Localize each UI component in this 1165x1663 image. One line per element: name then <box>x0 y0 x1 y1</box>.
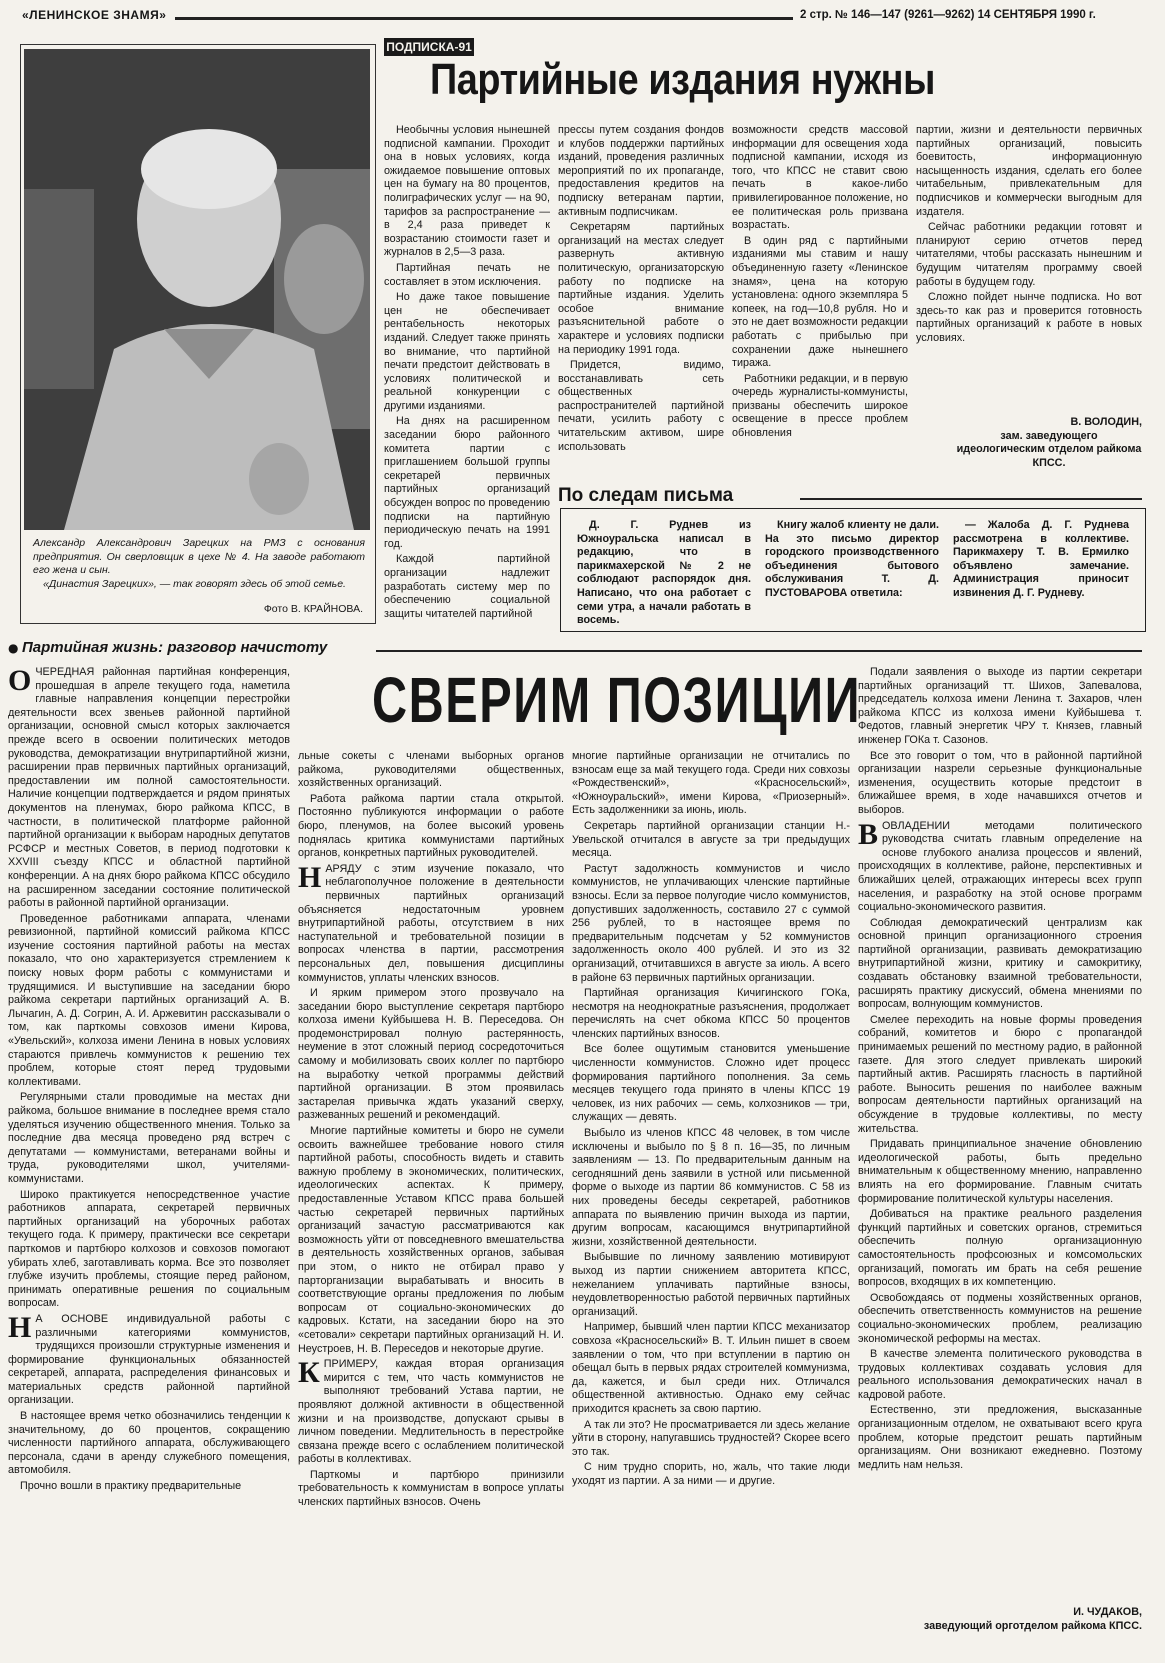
issue-info: 2 стр. № 146—147 (9261—9262) 14 СЕНТЯБРЯ 1990 г. <box>800 9 1096 21</box>
signature-name: В. ВОЛОДИН, <box>1070 416 1142 428</box>
photo-caption <box>33 537 365 591</box>
masthead-rule <box>175 17 793 20</box>
article2-signature <box>858 1606 1142 1633</box>
paragraph: Сейчас работники редакции готовят и планируют серию отчетов перед читателями, чтобы рассказать нынешним и будущим читателям программу своей работы в будущем году. <box>916 221 1142 288</box>
paragraph: На днях на расширенном заседании бюро районного комитета партии с приглашением большой группы секретарей первичных партийных организаций обсужден вопрос по проведению подписки на партийную периодическую печать на 1991 год. <box>384 415 550 550</box>
paragraph-text: ПРИМЕРУ, каждая вторая организация мирится с тем, что часть коммунистов не выполняют требований Устава партии, не проявляют должной активности в общественной жизни и на производстве, допускают срывы в личном поведении. Медлительность в перестройке связана прежде всего с ослаблением политической работы в коллективах. <box>298 1358 564 1466</box>
article-column-2 <box>558 124 724 454</box>
photo-block <box>20 44 376 624</box>
paragraph: Соблюдая демократический централизм как основной принцип организационного строения партийной организации, развивать демократизацию внутрипартийной жизни, критику и самокритику, создавать обстановку взаимной требовательности, расширять практику дискуссий, обмена мнениями по вопросам, волнующим коммунистов. <box>858 916 1142 1011</box>
letter-box-column-2: Книгу жалоб клиенту не дали. На это письмо директор городского производственного объединения бытового обслуживания Т. Д. ПУСТОВАРОВА ответила: <box>765 519 939 599</box>
paragraph: Партийная печать не составляет в этом исключения. <box>384 261 550 288</box>
paragraph: Выбыло из членов КПСС 48 человек, в том числе исключены и выбыло по § 8 п. 16—35, по личным заявлениям — 13. По предварительным данным на сегодняшний день заявили в устной или письменной форме о выходе из партии 86 коммунистов. С 58 из них проведены беседы секретарей, работников аппарата по выявлению причин выхода из партии, другим вопросам, касающимся внутрипартийной жизни, хозяйственной деятельности. <box>572 1127 850 1248</box>
paragraph-text: А ОСНОВЕ индивидуальной работы с различными категориями коммунистов, трудящихся произошли структурные изменения и формирование функциональных обязанностей секретарей, аппарата, распределения финансовых и материальных средств районной партийной организации. <box>8 1312 290 1407</box>
paragraph: Парткомы и партбюро принизили требовательность к коммунистам в вопросе уплаты членских партийных взносов. Очень <box>298 1468 564 1509</box>
letter-box-column-3: — Жалоба Д. Г. Руднева рассмотрена в коллективе. Парикмахеру Т. В. Ермилко объявлено замечание. Администрация приносит извинения Д. Г. Рудневу. <box>953 519 1129 599</box>
signature-name: И. ЧУДАКОВ, <box>1073 1606 1142 1618</box>
paragraph <box>298 860 564 985</box>
article2-title: СВЕРИМ ПОЗИЦИИ <box>372 664 862 736</box>
paragraph: Каждой партийной организации надлежит разработать систему мер по обеспечению социальной защиты читателей партийной <box>384 553 550 620</box>
paragraph: И ярким примером этого прозвучало на заседании бюро выступление секретаря партбюро колхоза имени Куйбышева Н. В. Переседова. Он продемонстрировал полную растерянность, неумение в этот сложный период сосредоточиться самому и мобилизовать своих коллег по партбюро на выработку четкой программы действий партийной организации. В этом проявилась застарелая привычка ждать указаний сверху, разжеванных решений и рекомендаций. <box>298 987 564 1122</box>
article-column-3 <box>732 124 908 454</box>
paragraph: Подали заявления о выходе из партии секретари партийных организаций тт. Шихов, Запевалова, председатель колхоза имени Ленина т. Захаров, член райкома КПСС из колхоза имени Куйбышева т. Федотов, главный энергетик ЧРУ т. Князев, главный инженер ГОКа т. Сазонов. <box>858 666 1142 746</box>
article2-column-2 <box>298 750 564 1656</box>
paragraph: возможности средств массовой информации для освещения хода подписной кампании, исходя из того, что КПСС не ставит свою печать в какое-либо привилегированное положение, но ее политическая роль призвана возрастать. <box>732 124 908 232</box>
rubric-text: Партийная жизнь: разговор начистоту <box>22 639 328 656</box>
letter-box-column-1: Д. Г. Руднев из Южноуральска написал в редакцию, что в парикмахерской № 2 не соблюдают распорядок дня. Написано, что она работает с семи утра, а начали работать в восемь. <box>577 519 751 627</box>
paragraph: Секретарь партийной организации станции Н.- Увельской отчитался в августе за три предыдущих месяца. <box>572 819 850 860</box>
paragraph <box>8 1310 290 1408</box>
paragraph: Необычны условия нынешней подписной кампании. Проходит она в новых условиях, когда ожидаемое повышение оптовых цен на бумагу на 80 процентов, полиграфических услуг — на 90, тарифов за распространение — в 2,4 раза приведет к возрастанию стоимости газет и журналов в 2,5—3 раза. <box>384 124 550 259</box>
paragraph <box>858 817 1142 915</box>
paragraph: Проведенное работниками аппарата, членами ревизионной, партийной комиссий райкома КПСС изучение состояния партийной работы на местах показало, что оно характеризуется стремлением к поиску новых форм работы с коммунистами и трудящимися. И выступившие на заседании бюро райкома секретари партийных организаций А. В. Лычагин, А. Д. Согрин, А. И. Аржевитин рассказывали о том, как парткомы совхозов имени Кирова, «Увельский», колхоза имени Ленина в новых условиях стараются привлечь коммунистов к решению тех проблем, которые стоят перед трудовыми коллективами. <box>8 912 290 1088</box>
paragraph: Выбывшие по личному заявлению мотивируют выход из партии снижением авторитета КПСС, нежеланием уплачивать партийные взносы, неудовлетворенностью работой первичных партийных организаций. <box>572 1251 850 1318</box>
masthead <box>0 0 1165 40</box>
article-column-1 <box>384 124 550 620</box>
paragraph: Сложно пойдет нынче подписка. Но вот здесь-то как раз и проверится готовность партийных организаций к работе в новых условиях. <box>916 291 1142 344</box>
drop-cap: Н <box>8 1310 32 1344</box>
paper-name: «ЛЕНИНСКОЕ ЗНАМЯ» <box>22 8 167 22</box>
paragraph: Придется, видимо, восстанавливать сеть общественных распространителей партийной печати, усилить работу с читательским активом, шире использовать <box>558 359 724 453</box>
paragraph: Многие партийные комитеты и бюро не сумели освоить важнейшее требование нового стиля партийной работы, способность видеть и ставить важную проблему в экономических, политических, идеологических аспектах. К примеру, предоставленные Уставом КПСС права большей частью секретарей первичных партийных организаций зачастую рассматриваются как возможность уйти от повседневного вмешательства в деятельность хозяйственных органов, забывая при этом, о никто не отбирал право у парторганизации вырабатывать и вносить в соответствующие органы предложения по любым вопросам от социально-экономических до кадровых. Кстати, на заседании бюро на это «сетовали» секретари партийных организаций Н. И. Неустроев, Н. В. Переседов и некоторые другие. <box>298 1125 564 1355</box>
paragraph-text: ЧЕРЕДНАЯ районная партийная конференция, прошедшая в апреле текущего года, наметила главные направления концепции перестройки деятельности всех звеньев районной партийной организации, основной смысл которых заключается прежде всего в освоении политических методов руководства, демократизации внутрипартийной жизни, расширении прав первичных партийных организаций, предоставлении им полной самостоятельности. Наличие концепции подтверждается и рядом принятых документов на пленумах, бюро райкома КПСС, в частности, в политической платформе районной партийной организации к выборам народных депутатов РСФСР и местных Советов, в период подготовки к XXVIII съезду КПСС и областной партийной конференции. А на днях бюро райкома КПСС обсудило на расширенном заседании состояние политической работы в районной партийной организации. <box>8 666 290 910</box>
rubric-line <box>8 638 1142 660</box>
photo-credit: Фото В. КРАЙНОВА. <box>263 603 363 615</box>
paragraph: Освобождаясь от подмены хозяйственных органов, обеспечить ответственность коммунистов на решение социально-экономических проблем, реализацию экономической реформы на местах. <box>858 1291 1142 1345</box>
paragraph: А так ли это? Не просматривается ли здесь желание уйти в сторону, напугавшись трудностей? Скорее всего это так. <box>572 1418 850 1458</box>
letter-box-heading-rule <box>800 498 1142 500</box>
paragraph: прессы путем создания фондов и клубов поддержки партийных изданий, проведения различных мероприятий по их пропаганде, предоставления кредитов на подписку ветеранам партии, активным подписчикам. <box>558 124 724 218</box>
paragraph: В один ряд с партийными изданиями мы ставим и нашу объединенную газету «Ленинское знамя», цена на которую установлена: одного экземпляра 5 копеек, на год—10,8 рубля. Но и это не дает возможности редакции работать с прибылью при сохранении даже нынешнего тиража. <box>732 234 908 370</box>
paragraph-text: ОВЛАДЕНИИ методами политического руководства считать главным определение на основе глубокого анализа процессов и явлений, происходящих в коллективе, районе, перспективных и ближайших целей, отражающих интересы всех групп населения, и разработку на этой основе программ социально-экономического развития. <box>858 819 1142 914</box>
signature-title: заведующий орготделом райкома КПСС. <box>923 1619 1142 1632</box>
drop-cap: О <box>8 666 32 697</box>
article2-column-4 <box>858 666 1142 1600</box>
paragraph: Широко практикуется непосредственное участие работников аппарата, секретарей первичных партийных организаций на уборочных работах текущего года. К примеру, практически все секретари парткомов и партбюро колхозов и совхозов помогают убирать хлеб, заготавливать корма. Все это позволяет глубже изучить проблемы, стоящие перед районом, принимать оперативные решения по социальным вопросам. <box>8 1188 290 1310</box>
article-title: Партийные издания нужны <box>430 55 935 104</box>
paragraph: Смелее переходить на новые формы проведения собраний, комитетов и бюро с пропагандой принимаемых решений по местному радио, в районной газете. Для этого следует привлекать широкий партийный актив. Расширять гласность в партийной работе. Выносить решения по наиболее важным вопросам деятельности партийных организаций на обсуждение в трудовые коллективы, по месту жительства. <box>858 1013 1142 1135</box>
paragraph: В настоящее время четко обозначились тенденции к значительному, до 60 процентов, сокращению численности партийного аппарата, обслуживающего персонала, сдачи в аренду служебного помещения, автомобиля. <box>8 1410 290 1477</box>
paragraph: Например, бывший член партии КПСС механизатор совхоза «Красносельский» В. Т. Ильин пишет в своем заявлении о том, что при вступлении в партию он обещал быть в первых рядах строителей коммунизма, да, кажется, и был среди них. Отличался общественной активностью. Однако ему сейчас приходится краснеть за свою партию. <box>572 1321 850 1415</box>
photo-image <box>24 49 370 530</box>
paragraph: Придавать принципиальное значение обновлению идеологической работы, быть предельно внимательным к общественному мнению, направленно влиять на его формирование. Главным считать формирование политической культуры населения. <box>858 1138 1142 1205</box>
letter-box <box>560 508 1146 632</box>
paragraph: Все это говорит о том, что в районной партийной организации назрели серьезные функциональные изменения, осуществить которые предстоит в ближайшее время, в ходе начавшихся отчетов и выборов. <box>858 749 1142 816</box>
photo-caption-text-2: «Династия Зарецких», — так говорят здесь об этой семье. <box>43 577 346 590</box>
paragraph <box>8 666 290 911</box>
article2-column-3 <box>572 750 850 1656</box>
paragraph: Работники редакции, и в первую очередь журналисты-коммунисты, призваны обеспечить широкое освещение в прессе проблем обновления <box>732 372 908 440</box>
paragraph: С ним трудно спорить, но, жаль, что такие люди уходят из партии. А за ними — и другие. <box>572 1461 850 1487</box>
article-signature <box>916 416 1142 470</box>
paragraph: Регулярными стали проводимые на местах дни райкома, большое внимание в последнее время стало уделяться изучению общественного мнения. Только за последние два месяца проведено ряд встреч с депутатами — коммунистами, ветеранами войны и труда, руководителями школ, учителями-коммунистами. <box>8 1091 290 1185</box>
photo-caption-text: Александр Александрович Зарецких на РМЗ с основания предприятия. Он сверловщик в цехе № 4. На заводе работают его жена и сын. <box>33 537 365 576</box>
paragraph <box>298 1358 564 1467</box>
paragraph: Естественно, эти предложения, высказанные организационным отделом, не охватывают всего круга проблем, которые предстоит решать партийным организациям. Они возникают ежедневно. Поэтому медлить нам нельзя. <box>858 1404 1142 1471</box>
rubric-rule <box>376 650 1142 652</box>
signature-title: зам. заведующего идеологическим отделом райкома КПСС. <box>956 429 1142 469</box>
paragraph: партии, жизни и деятельности первичных партийных организаций, повысить боевитость, информационную насыщенность издания, сделать его более читабельным, привлекательным для подписчиков и коммерчески выгодным для издателя. <box>916 124 1142 218</box>
rubric-badge: ПОДПИСКА-91 <box>384 38 474 56</box>
paragraph: Добиваться на практике реального разделения функций партийных и советских органов, стремиться обеспечить полную организационную самостоятельность профсоюзных и комсомольских организаций, помогать им брать на себя решение вопросов, входящих в их компетенцию. <box>858 1208 1142 1289</box>
worker-portrait-image <box>24 49 370 530</box>
paragraph: Секретарям партийных организаций на местах следует развернуть активную политическую, организаторскую работу по подписке на партийные издания. Уделить особое внимание разъяснительной работе о характере и условиях подписки на периодику 1991 года. <box>558 221 724 356</box>
drop-cap: В <box>858 817 879 851</box>
paragraph: Все более ощутимым становится уменьшение численности коммунистов. Сложно идет процесс формирования партийного пополнения. За семь месяцев текущего года принято в члены КПСС 19 человек, из них рабочих — семь, колхозников — три, служащих — девять. <box>572 1043 850 1124</box>
article2-column-1 <box>8 666 290 1656</box>
paragraph: В качестве элемента политического руководства в трудовых коллективах создавать условия для реального использования демократических начал в кадровой работе. <box>858 1348 1142 1401</box>
drop-cap: Н <box>298 860 322 894</box>
paragraph: льные сокеты с членами выборных органов райкома, руководителями общественных, хозяйственных организаций. <box>298 750 564 790</box>
paragraph: многие партийные организации не отчитались по взносам еще за май текущего года. Среди них совхозы «Рождественский», «Красносельский», «Южноуральский», имени Кирова, «Приозерный». Есть задолженники за июнь, июль. <box>572 750 850 817</box>
paragraph: Растут задолжность коммунистов и число коммунистов, не уплачивающих членские партийные взносы. Если за первое полугодие число коммунистов, допустивших задолженность, составило 27 с суммой 256 рублей, то в настоящее время по предварительным подсчетам у 52 коммунистов задолженность около 400 рублей. И это из 32 организаций, отчитавшихся в августе за июль. А всего в районе 63 первичных партийных организации. <box>572 862 850 984</box>
paragraph-text: АРЯДУ с этим изучение показало, что неблагополучное положение в деятельности первичных партийных организаций объясняется недостаточным уровнем внутрипартийной работы, отсутствием в них наступательной и требовательной позиции в вопросах членства в партии, рассмотрения персональных дел, повышения дисциплины коммунистов, уплаты членских взносов. <box>298 862 564 984</box>
paragraph: Работа райкома партии стала открытой. Постоянно публикуются информации о работе бюро, пленумов, на более высокий уровень поднялась критика коммунистами партийных органов, конкретных партийных руководителей. <box>298 792 564 860</box>
paragraph: Но даже такое повышение цен не обеспечивает рентабельность некоторых изданий. Следует также принять во внимание, что партийной печати предстоит действовать в условиях политической и реальной конкуренции с другими изданиями. <box>384 291 550 412</box>
paragraph: Прочно вошли в практику предварительные <box>20 1480 242 1493</box>
letter-box-heading: По следам письма <box>558 485 734 506</box>
drop-cap: К <box>298 1356 320 1390</box>
paragraph: Партийная организация Кичигинского ГОКа, несмотря на неоднократные разъяснения, продолжает перечислять на счет обкома КПСС 50 процентов членских партийных взносов. <box>572 987 850 1040</box>
bullet-icon: ● <box>8 641 19 655</box>
